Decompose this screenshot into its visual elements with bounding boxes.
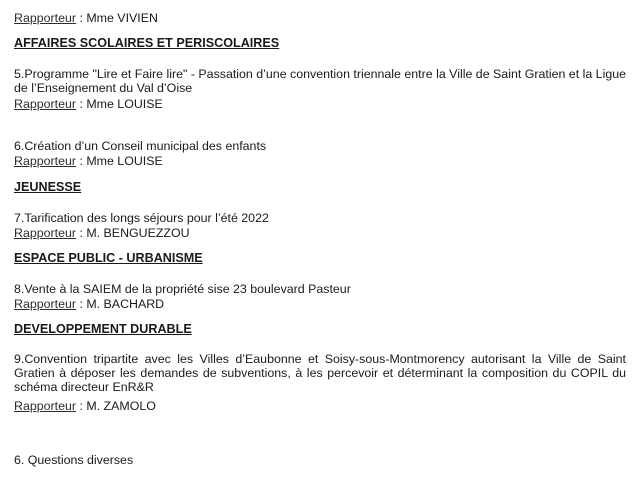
rapporteur-label: Rapporteur xyxy=(14,11,76,25)
rapporteur-label: Rapporteur xyxy=(14,297,76,311)
rapporteur-line xyxy=(14,97,626,111)
agenda-item: 6. Questions diverses xyxy=(14,453,134,467)
agenda-item: 9.Convention tripartite avec les Villes d’Eaubonne et Soisy-sous-Montmorency autorisant la Ville de Saint Gratien à déposer les demandes de subventions, à les percevoir et déterminant la composition du COPIL du schéma directeur EnR&R xyxy=(14,352,626,394)
rapporteur-line xyxy=(14,226,626,240)
agenda-item: 5.Programme "Lire et Faire lire" - Passation d’une convention triennale entre la Ville de Saint Gratien et la Ligue de l’Enseignement du Val d’Oise xyxy=(14,67,626,95)
rapporteur-line xyxy=(14,154,626,168)
section-heading: ESPACE PUBLIC - URBANISME xyxy=(14,251,203,265)
rapporteur-line xyxy=(14,399,626,413)
section-heading: DEVELOPPEMENT DURABLE xyxy=(14,322,192,336)
rapporteur-label: Rapporteur xyxy=(14,399,76,413)
section-heading: AFFAIRES SCOLAIRES ET PERISCOLAIRES xyxy=(14,36,280,50)
section-heading: JEUNESSE xyxy=(14,180,82,194)
agenda-item: 8.Vente à la SAIEM de la propriété sise 23 boulevard Pasteur xyxy=(14,282,351,296)
rapporteur-line xyxy=(14,11,626,25)
agenda-item: 7.Tarification des longs séjours pour l’été 2022 xyxy=(14,211,269,225)
rapporteur-name: : M. ZAMOLO xyxy=(76,399,156,413)
rapporteur-name: : Mme LOUISE xyxy=(76,97,163,111)
rapporteur-label: Rapporteur xyxy=(14,97,76,111)
agenda-item: 6.Création d’un Conseil municipal des enfants xyxy=(14,139,267,153)
rapporteur-label: Rapporteur xyxy=(14,154,76,168)
rapporteur-label: Rapporteur xyxy=(14,226,76,240)
rapporteur-name: : Mme VIVIEN xyxy=(76,11,158,25)
rapporteur-name: : M. BACHARD xyxy=(76,297,165,311)
rapporteur-name: : M. BENGUEZZOU xyxy=(76,226,190,240)
rapporteur-line xyxy=(14,297,626,311)
rapporteur-name: : Mme LOUISE xyxy=(76,154,163,168)
